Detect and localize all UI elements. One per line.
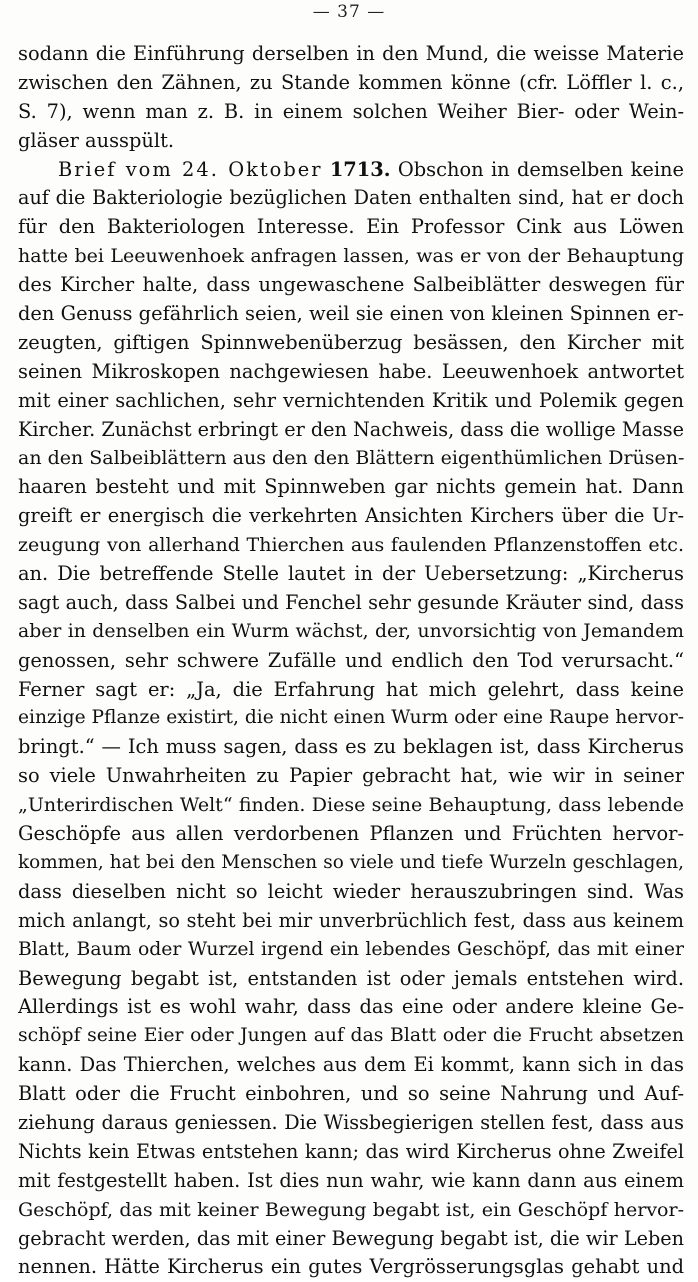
text-line: des Kircher halte, dass ungewaschene Salbeiblätter deswegen für: [18, 273, 684, 297]
text-line: an den Salbeiblättern aus den den Blättern eigenthümlichen Drüsen-: [18, 447, 684, 470]
text-line: Allerdings ist es wohl wahr, dass das eine oder andere kleine Ge-: [18, 995, 684, 1019]
text-line: kommen, hat bei den Menschen so viele und tiefe Wurzeln geschlagen,: [18, 851, 684, 873]
text-line: zwischen den Zähnen, zu Stande kommen könne (cfr. Löffler l. c.,: [18, 70, 684, 94]
paragraph-1: [18, 40, 684, 156]
letter-year: 1713.: [329, 157, 391, 181]
text-line: aber in denselben ein Wurm wächst, der, unvorsichtig von Jemandem: [18, 620, 684, 642]
letter-heading: Brief vom 24. Oktober: [58, 157, 323, 181]
text-line: Geschöpfe aus allen verdorbenen Pflanzen und Früchten hervor-: [18, 822, 684, 846]
text-line: gebracht werden, das mit einer Bewegung begabt ist, die wir Leben: [18, 1226, 684, 1250]
text-line: einzige Pflanze existirt, die nicht einen Wurm oder eine Raupe hervor-: [18, 707, 684, 729]
text-line: greift er energisch die verkehrten Ansichten Kirchers über die Ur-: [18, 504, 684, 528]
text-line: „Unterirdischen Welt“ finden. Diese seine Behauptung, dass lebende: [18, 794, 684, 817]
text-line: Blatt oder die Frucht einbohren, und so seine Nahrung und Auf-: [18, 1082, 684, 1106]
text-line: für den Bakteriologen Interesse. Ein Professor Cink aus Löwen: [18, 215, 684, 239]
text-line: mit festgestellt haben. Ist dies nun wahr, wie kann dann aus einem: [18, 1168, 684, 1192]
text-line: mich anlangt, so steht bei mir unverbrüchlich fest, dass aus keinem: [18, 908, 684, 932]
text-line: hatte bei Leeuwenhoek anfragen lassen, was er von der Behauptung: [18, 245, 684, 268]
text-line: zeugung von allerhand Thierchen aus faulenden Pflanzenstoffen etc.: [18, 534, 684, 557]
text-line: so viele Unwahrheiten zu Papier gebracht hat, wie wir in seiner: [18, 764, 684, 788]
body-text: [18, 40, 684, 1282]
paragraph-2: [18, 156, 684, 1282]
text-line: Blatt, Baum oder Wurzel irgend ein lebendes Geschöpf, das mit einer: [18, 938, 684, 960]
text-line-heading: [18, 156, 684, 185]
text-line: den Genuss gefährlich seien, weil sie einen von kleinen Spinnen er-: [18, 302, 684, 326]
text-line: zeugten, giftigen Spinnwebenüberzug besässen, den Kircher mit: [18, 330, 684, 354]
text-line: sodann die Einführung derselben in den Mund, die weisse Materie: [18, 42, 684, 65]
text-line: Ferner sagt er: „Ja, die Erfahrung hat mich gelehrt, dass keine: [18, 677, 684, 701]
text-line: ziehung daraus geniessen. Die Wissbegierigen stellen fest, dass aus: [18, 1110, 684, 1134]
text-line: nennen. Hätte Kircherus ein gutes Vergrösserungsglas gehabt und: [18, 1255, 684, 1279]
text-line: S. 7), wenn man z. B. in einem solchen Weiher Bier- oder Wein-: [18, 99, 684, 123]
text-line: seinen Mikroskopen nachgewiesen habe. Leeuwenhoek antwortet: [18, 359, 684, 383]
text-line: Bewegung begabt ist, entstanden ist oder jemals entstehen wird.: [18, 966, 684, 990]
text-line: haaren besteht und mit Spinnweben gar nichts gemein hat. Dann: [18, 475, 684, 499]
text-line: Nichts kein Etwas entstehen kann; das wird Kircherus ohne Zweifel: [18, 1139, 684, 1163]
text-line: gläser ausspült.: [18, 128, 175, 152]
text-line: an. Die betreffende Stelle lautet in der Uebersetzung: „Kircherus: [18, 562, 684, 586]
text-line: genossen, sehr schwere Zufälle und endlich den Tod verursacht.“: [18, 648, 684, 672]
heading-line-rest: Obschon in demselben keine: [397, 157, 684, 181]
text-line: mit einer sachlichen, sehr vernichtenden Kritik und Polemik gegen: [18, 388, 684, 412]
text-line: bringt.“ — Ich muss sagen, dass es zu beklagen ist, dass Kircherus: [18, 735, 684, 759]
text-line: Geschöpf, das mit keiner Bewegung begabt ist, ein Geschöpf hervor-: [18, 1198, 684, 1221]
text-line: Kircher. Zunächst erbringt er den Nachweis, dass die wollige Masse: [18, 417, 684, 441]
text-line: dass dieselben nicht so leicht wieder herauszubringen sind. Was: [18, 879, 684, 903]
text-line: auf die Bakteriologie bezüglichen Daten enthalten sind, hat er doch: [18, 186, 684, 210]
text-line: sagt auch, dass Salbei und Fenchel sehr gesunde Kräuter sind, dass: [18, 590, 684, 614]
text-line: schöpf seine Eier oder Jungen auf das Blatt oder die Frucht absetzen: [18, 1025, 684, 1047]
page-number: — 37 —: [312, 2, 386, 22]
text-line: kann. Das Thierchen, welches aus dem Ei kommt, kann sich in das: [18, 1053, 684, 1077]
